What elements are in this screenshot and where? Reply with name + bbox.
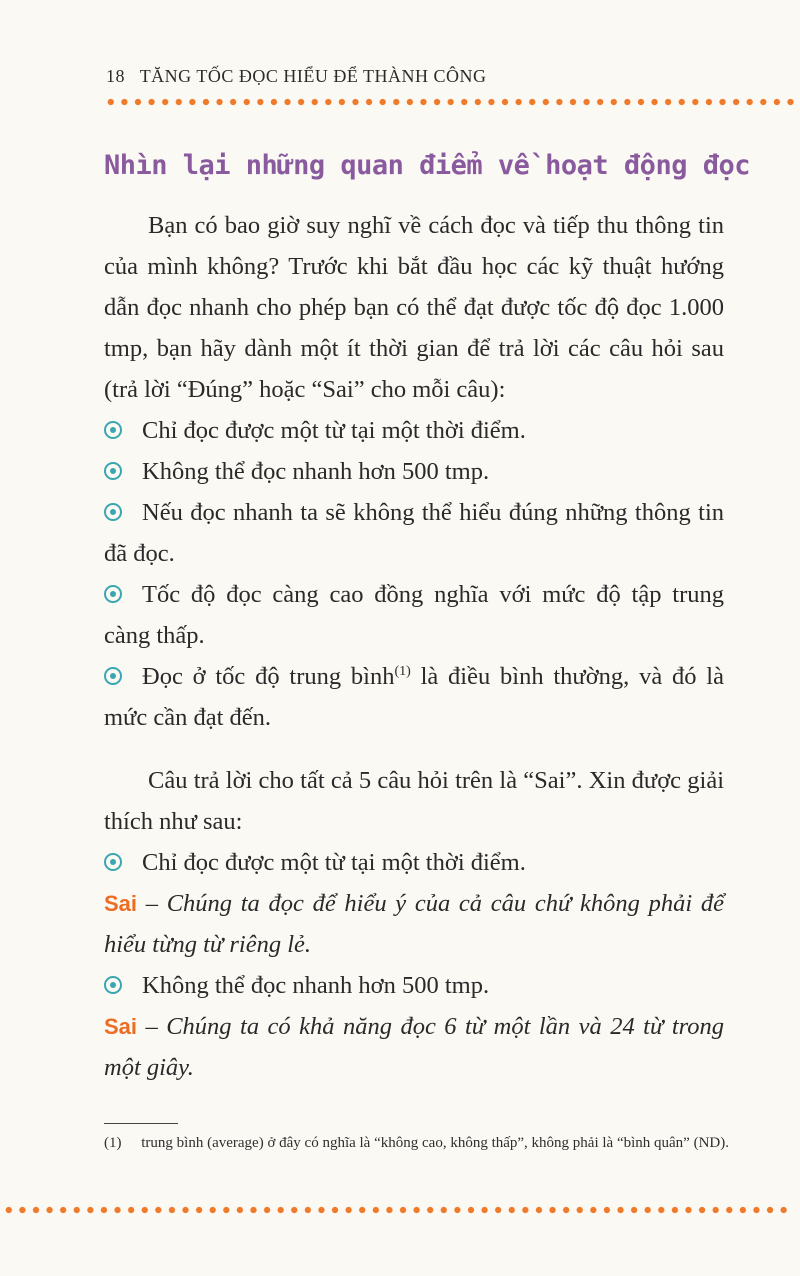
footnote <box>104 1135 729 1152</box>
target-circle-icon <box>104 585 122 603</box>
footnote-number: (1) <box>104 1135 122 1151</box>
question-text: Đọc ở tốc độ trung bình <box>142 663 395 690</box>
question-text: Tốc độ đọc càng cao đồng nghĩa với mức độ tập trung càng thấp. <box>104 581 724 649</box>
answer-intro: Câu trả lời cho tất cả 5 câu hỏi trên là “Sai”. Xin được giải thích như sau: <box>104 767 724 835</box>
top-dotted-divider <box>104 97 794 107</box>
explanation-text: Chúng ta đọc để hiểu ý của cả câu chứ không phải để hiểu từng từ riêng lẻ. <box>104 890 724 958</box>
answer-question <box>104 965 724 1006</box>
answer-question-text: Chỉ đọc được một từ tại một thời điểm. <box>142 849 526 876</box>
book-title: TĂNG TỐC ĐỌC HIỂU ĐỂ THÀNH CÔNG <box>139 66 487 86</box>
explanation-text: Chúng ta có khả năng đọc 6 từ một lần và 24 từ trong một giây. <box>104 1013 724 1081</box>
body-text <box>104 205 724 1088</box>
answer-question-text: Không thể đọc nhanh hơn 500 tmp. <box>142 972 490 999</box>
footnote-ref[interactable]: (1) <box>394 663 411 679</box>
question-item <box>104 492 724 574</box>
question-text: Không thể đọc nhanh hơn 500 tmp. <box>142 458 490 485</box>
target-circle-icon <box>104 503 122 521</box>
page-number: 18 <box>106 66 125 86</box>
target-circle-icon <box>104 421 122 439</box>
section-title: Nhìn lại những quan điểm về hoạt động đọc <box>104 150 750 181</box>
target-circle-icon <box>104 462 122 480</box>
footnote-rule <box>104 1123 178 1124</box>
target-circle-icon <box>104 853 122 871</box>
question-text: Chỉ đọc được một từ tại một thời điểm. <box>142 417 526 444</box>
question-text: Nếu đọc nhanh ta sẽ không thể hiểu đúng những thông tin đã đọc. <box>104 499 724 567</box>
intro-paragraph: Bạn có bao giờ suy nghĩ về cách đọc và tiếp thu thông tin của mình không? Trước khi bắt đầu học các kỹ thuật hướng dẫn đọc nhanh cho phép bạn có thể đạt được tốc độ đọc 1.000 tmp, bạn hãy dành một ít thời gian để trả lời các câu hỏi sau (trả lời “Đúng” hoặc “Sai” cho mỗi câu): <box>104 212 724 403</box>
question-item <box>104 451 724 492</box>
bottom-dotted-divider <box>2 1205 794 1215</box>
target-circle-icon <box>104 667 122 685</box>
running-header <box>106 66 487 87</box>
question-item <box>104 410 724 451</box>
answer-label: Sai <box>104 891 138 916</box>
answer-explanation <box>104 883 724 965</box>
question-item <box>104 574 724 656</box>
question-text-cont: là điều bình thường, và đó là mức cần đạt đến. <box>104 663 724 731</box>
answer-question <box>104 842 724 883</box>
footnote-text: trung bình (average) ở đây có nghĩa là “không cao, không thấp”, không phải là “bình quân” (ND). <box>141 1135 729 1151</box>
answer-explanation <box>104 1006 724 1088</box>
answer-dash: – <box>137 1013 167 1040</box>
answer-dash: – <box>137 890 167 917</box>
target-circle-icon <box>104 976 122 994</box>
question-item <box>104 656 724 738</box>
answer-label: Sai <box>104 1014 138 1039</box>
